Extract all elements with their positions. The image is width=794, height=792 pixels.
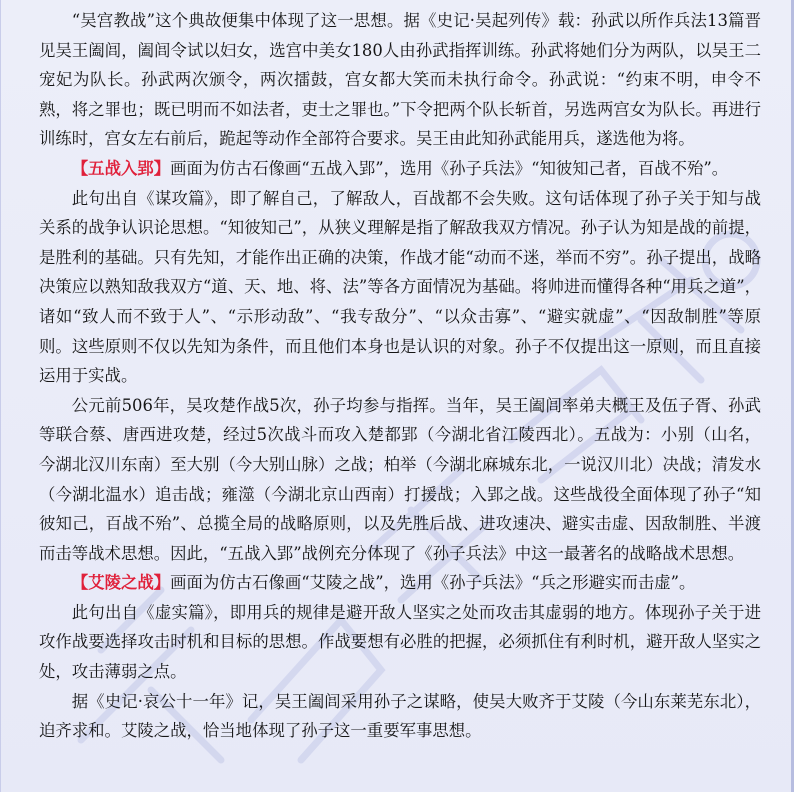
paragraph-text: 此句出自《谋攻篇》，即了解自己，了解敌人，百战都不会失败。这句话体现了孙子关于知与战关系的战争认识论思想。“知彼知己”，从狭义理解是指了解敌我双方情况。孙子认为知是战的前提，是胜利的基础。只有先知，才能作出正确的决策，作战才能“动而不迷，举而不穷”。孙子提出，战略决策应以熟知敌我双方“道、天、地、将、法”等各方面情况为基础。将帅进而懂得各种“用兵之道”，诸如“致人而不致于人”、“示形动敌”、“我专敌分”、“以众击寡”、“避实就虚”、“因敌制胜”等原则。这些原则不仅以先知为条件，而且他们本身也是认识的对象。孙子不仅提出这一原则，而且直接运用于实战。 bbox=[39, 188, 761, 386]
paragraph-text: 据《史记·哀公十一年》记，吴王阖闾采用孙子之谋略，使吴大败齐于艾陵（今山东莱芜东北），迫齐求和。艾陵之战，恰当地体现了孙子这一重要军事思想。 bbox=[39, 691, 761, 741]
paragraph bbox=[39, 6, 761, 154]
paragraph-text: “吴宫教战”这个典故便集中体现了这一思想。据《史记·吴起列传》载：孙武以所作兵法13篇晋见吴王阖闾，阖闾令试以妇女，选宫中美女180人由孙武指挥训练。孙武将她们分为两队，以吴王二宠妃为队长。孙武两次颁令，两次擂鼓，宫女都大笑而未执行命令。孙武说：“约束不明，申令不熟，将之罪也；既已明而不如法者，吏士之罪也。”下令把两个队长斩首，另选两宫女为队长。再进行训练时，宫女左右前后，跪起等动作全部符合要求。吴王由此知孙武能用兵，遂选他为将。 bbox=[39, 11, 761, 149]
paragraph bbox=[39, 184, 761, 391]
paragraph-text: 画面为仿古石像画“艾陵之战”，选用《孙子兵法》“兵之形避实而击虚”。 bbox=[170, 573, 696, 593]
paragraph bbox=[39, 687, 761, 746]
paragraph-text: 公元前506年，吴攻楚作战5次，孙子均参与指挥。当年，吴王阖闾率弟夫概王及伍子胥、孙武等联合蔡、唐西进攻楚，经过5次战斗而攻入楚都郢（今湖北省江陵西北）。五战为：小别（山名，今湖北汉川东南）至大别（今大别山脉）之战；柏举（今湖北麻城东北，一说汉川北）决战；清发水（今湖北温水）追击战；雍澨（今湖北京山西南）打援战；入郢之战。这些战役全面体现了孙子“知彼知己，百战不殆”、总揽全局的战略原则，以及先胜后战、进攻速决、避实击虚、因敌制胜、半渡而击等战术思想。因此，“五战入郢”战例充分体现了《孙子兵法》中这一最著名的战略战术思想。 bbox=[39, 395, 761, 563]
section-heading-paragraph bbox=[39, 154, 761, 184]
paragraph bbox=[39, 391, 761, 569]
paragraph bbox=[39, 598, 761, 687]
article-body bbox=[39, 6, 761, 746]
section-label: 【五战入郢】 bbox=[71, 158, 171, 178]
section-label: 【艾陵之战】 bbox=[71, 573, 171, 593]
paragraph-text: 此句出自《虚实篇》，即用兵的规律是避开敌人坚实之处而攻击其虚弱的地方。体现孙子关于进攻作战要选择攻击时机和目标的思想。作战要想有必胜的把握，必须抓住有利时机，避开敌人坚实之处，攻击薄弱之点。 bbox=[39, 602, 761, 682]
paragraph-text: 画面为仿古石像画“五战入郢”，选用《孙子兵法》“知彼知己者，百战不殆”。 bbox=[170, 158, 729, 178]
section-heading-paragraph bbox=[39, 568, 761, 598]
